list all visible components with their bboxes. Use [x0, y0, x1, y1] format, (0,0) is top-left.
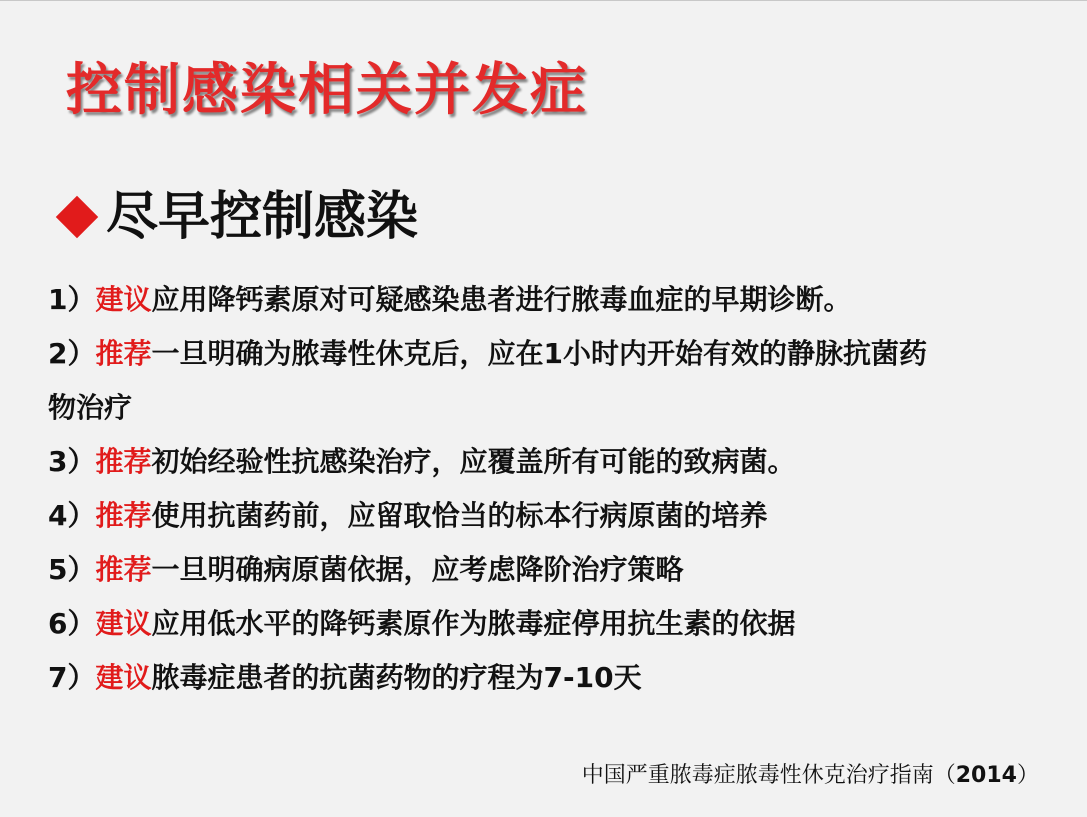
- section-title: 尽早控制感染: [106, 187, 419, 247]
- list-item-6: [48, 597, 1028, 651]
- item-keyword: 推荐: [95, 445, 152, 478]
- source-text: 中国严重脓毒症脓毒性休克治疗指南（: [581, 763, 956, 788]
- page-title: 控制感染相关并发症: [66, 58, 588, 123]
- item-number: 7）: [48, 661, 96, 694]
- item-text: 应用降钙素原对可疑感染患者进行脓毒血症的早期诊断。: [151, 283, 852, 316]
- recommendation-list: [48, 273, 1028, 705]
- list-item-5: [48, 543, 1028, 597]
- item-keyword: 建议: [95, 607, 152, 640]
- item-keyword: 建议: [95, 661, 152, 694]
- item-keyword: 推荐: [95, 553, 152, 586]
- item-number: 3）: [48, 445, 96, 478]
- source-year: 2014: [955, 763, 1017, 788]
- item-keyword: 建议: [95, 283, 152, 316]
- item-text: 一旦明确为脓毒性休克后，应在1小时内开始有效的静脉抗菌药: [151, 337, 927, 370]
- section-heading: [54, 187, 419, 247]
- item-number: 1）: [48, 283, 96, 316]
- item-number: 6）: [48, 607, 96, 640]
- item-number: 5）: [48, 553, 96, 586]
- item-text: 初始经验性抗感染治疗，应覆盖所有可能的致病菌。: [151, 445, 796, 478]
- source-close: ）: [1016, 763, 1039, 788]
- list-item-4: [48, 489, 1028, 543]
- diamond-bullet-icon: [56, 196, 98, 238]
- item-keyword: 推荐: [95, 499, 152, 532]
- item-text: 物治疗: [48, 391, 133, 424]
- item-number: 2）: [48, 337, 96, 370]
- list-item-2-continuation: [48, 381, 1028, 435]
- list-item-7: [48, 651, 1028, 705]
- item-keyword: 推荐: [95, 337, 152, 370]
- item-number: 4）: [48, 499, 96, 532]
- list-item-3: [48, 435, 1028, 489]
- item-text: 使用抗菌药前，应留取恰当的标本行病原菌的培养: [151, 499, 768, 532]
- item-text: 一旦明确病原菌依据，应考虑降阶治疗策略: [151, 553, 684, 586]
- list-item-2: [48, 327, 1028, 381]
- source-citation: [582, 758, 1039, 789]
- item-text: 应用低水平的降钙素原作为脓毒症停用抗生素的依据: [151, 607, 796, 640]
- list-item-1: [48, 273, 1028, 327]
- item-text: 脓毒症患者的抗菌药物的疗程为7-10天: [151, 661, 642, 694]
